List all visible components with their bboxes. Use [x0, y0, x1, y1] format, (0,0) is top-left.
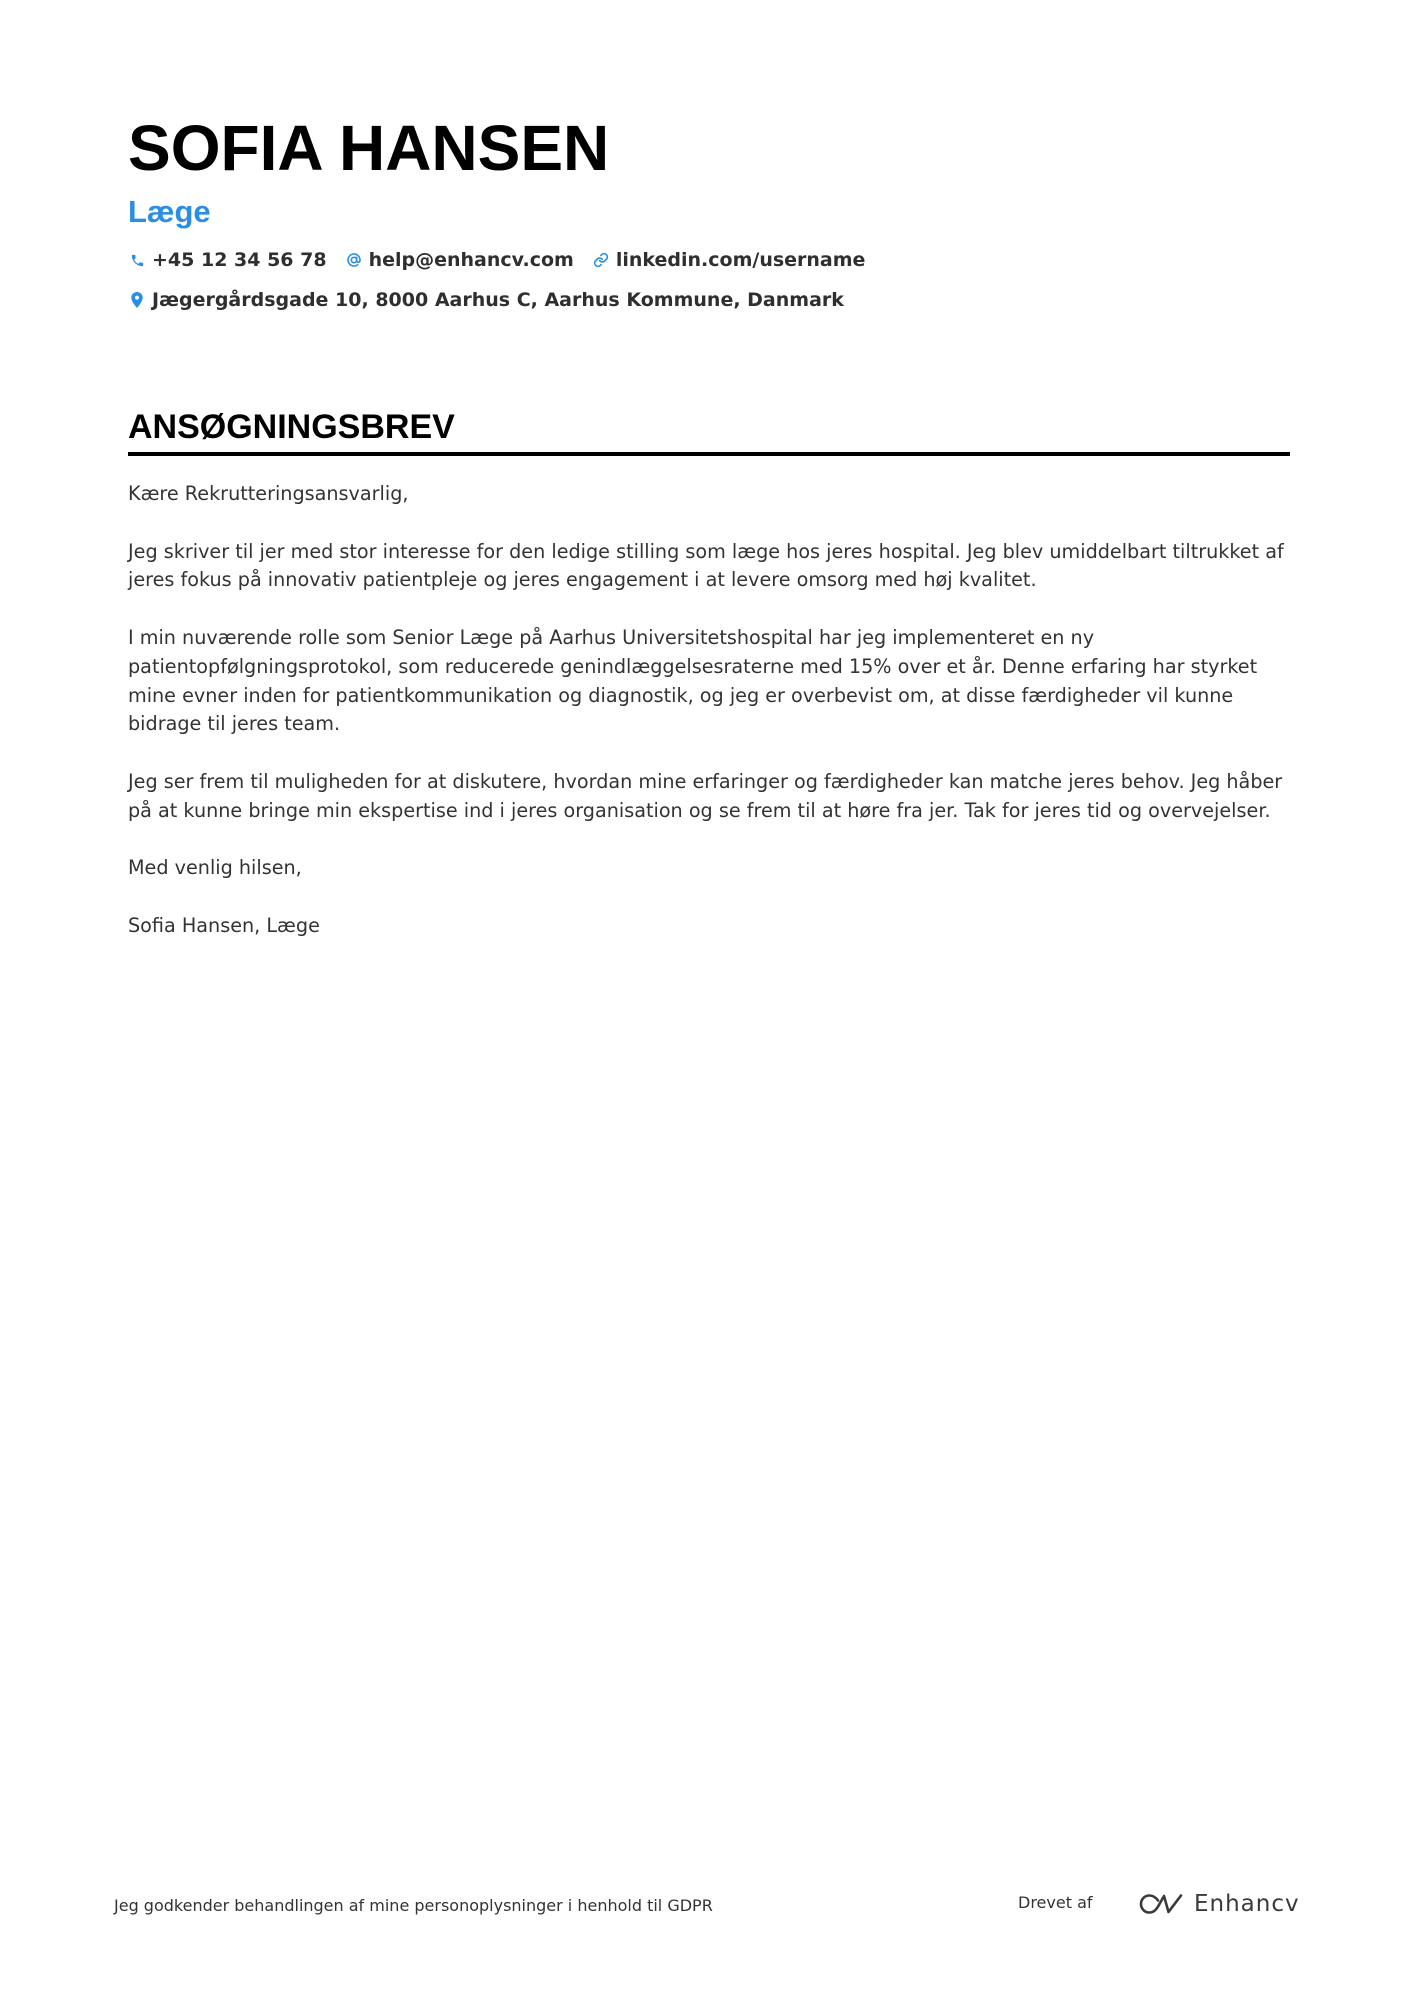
footer — [114, 1888, 1300, 1928]
contact-linkedin[interactable] — [592, 249, 866, 271]
contact-address — [128, 289, 844, 311]
header — [128, 108, 1288, 318]
powered-by-label: Drevet af — [1018, 1893, 1093, 1912]
contact-row-primary — [128, 242, 1288, 278]
job-title: Læge — [128, 194, 211, 229]
letter-paragraph-1: Jeg skriver til jer med stor interesse for den ledige stilling som læge hos jeres hospital. Jeg blev umiddelbart tiltrukket af jeres fokus på innovativ patientpleje og jeres engagement i at levere omsorg med høj kvalitet. — [128, 539, 1284, 592]
at-icon — [345, 251, 363, 269]
link-icon — [592, 251, 610, 269]
location-pin-icon — [128, 291, 146, 309]
contact-phone — [128, 249, 327, 271]
phone-icon — [128, 251, 146, 269]
enhancv-logo-icon — [1138, 1892, 1184, 1916]
letter-closing: Med venlig hilsen, — [128, 856, 302, 880]
contact-row-address — [128, 282, 1288, 318]
letter-paragraph-2: I min nuværende rolle som Senior Læge på Aarhus Universitetshospital har jeg implementeret en ny patientopfølgningsprotokol, som reducerede genindlæggelsesraterne med 15% over et år. Denne erfaring har styrket mine evner inden for patientkommunikation og diagnostik, og jeg er overbevist om, at disse færdigheder vil kunne bidrage til jeres team. — [128, 625, 1258, 736]
letter-signature: Sofia Hansen, Læge — [128, 913, 320, 937]
email-link[interactable]: help@enhancv.com — [368, 249, 574, 271]
letter-body — [128, 480, 1293, 970]
letter-greeting: Kære Rekrutteringsansvarlig, — [128, 482, 409, 505]
linkedin-link[interactable]: linkedin.com/username — [615, 249, 866, 271]
brand[interactable] — [1138, 1888, 1300, 1920]
phone-number: +45 12 34 56 78 — [152, 249, 327, 271]
section-title: ANSØGNINGSBREV — [128, 408, 455, 446]
contact-email[interactable] — [345, 249, 574, 271]
address: Jægergårdsgade 10, 8000 Aarhus C, Aarhus Kommune, Danmark — [152, 289, 844, 311]
candidate-name: SOFIA HANSEN — [128, 112, 610, 184]
letter-paragraph-3: Jeg ser frem til muligheden for at diskutere, hvordan mine erfaringer og færdigheder kan matche jeres behov. Jeg håber på at kunne bringe min ekspertise ind i jeres organisation og se frem til at høre fra jer. Tak for jeres tid og overvejelser. — [128, 769, 1283, 822]
section-divider — [128, 452, 1290, 456]
cover-letter-section — [128, 406, 1290, 456]
brand-name: Enhancv — [1194, 1891, 1300, 1917]
gdpr-consent-text: Jeg godkender behandlingen af mine personoplysninger i henhold til GDPR — [114, 1896, 713, 1915]
